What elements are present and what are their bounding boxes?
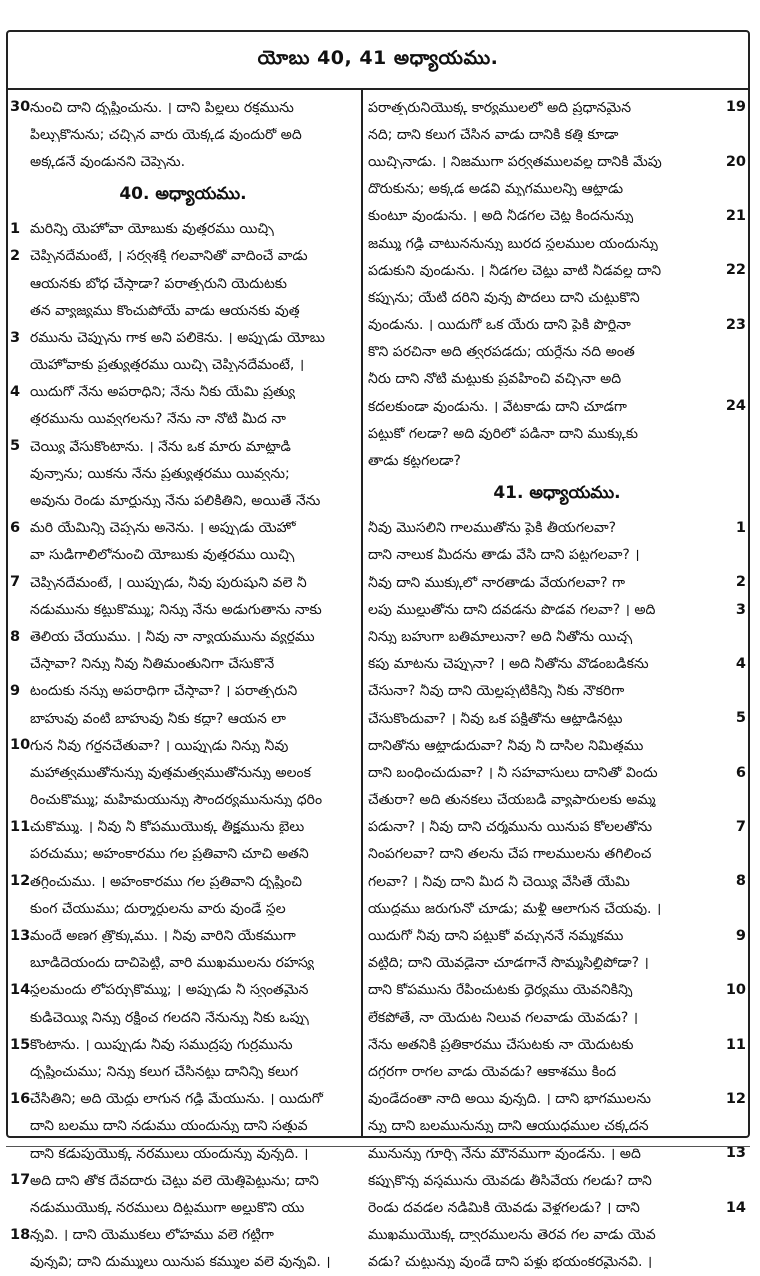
verse-text: కప్పును; యేటి దరిని వున్న పొదలు దాని చుట్టుకొని [368,290,640,305]
verse-text: చేతురా? అది తునకలు చేయబడి వ్యాపారులకు అమ్మ [368,793,656,808]
verse-line [10,732,356,759]
verse-text: నడుమును కట్టుకొమ్ము; నిన్ను నేను అడుగుతాను నాకు [30,602,322,617]
verse-text: యిదుగో నేను అపరాధిని; నేను నీకు యేమి ప్రత్యు [30,385,296,400]
verse-line [10,759,356,786]
verse-text: వున్నవి; దాని దుమ్ములు యినుప కమ్ముల వలె వున్నవి. । [30,1255,331,1270]
verse-line [10,487,356,514]
verse-text: పీల్చుకొనును; చచ్చిన వారు యెక్కడ వుందురో అది [30,127,302,142]
verse-line [368,678,746,705]
verse-line [368,841,746,868]
verse-text: చెయ్యి వేసుకొంటాను. । నేను ఒక మారు మాట్లాడి [30,439,291,454]
verse-line [368,148,746,175]
verse-text: న్నవి. । దాని యెముకలు లోహము వలె గట్టిగా [30,1228,274,1243]
verse-text: మరి యేమిన్ని చెప్పను అనెను. । అప్పుడు యెహో [30,521,296,536]
verse-line [10,868,356,895]
verse-text: నది; దాని కలుగ చేసిన వాడు దానికి కత్తి కూడా [368,127,619,142]
verse-number: 6 [735,764,746,781]
verse-text: దాని నాలుక మీదను తాడు వేసి దాని పట్టగలవా? । [368,548,640,563]
chapter-40-verses [10,216,356,1276]
verse-text: అవును రెండు మార్లున్ను నేను పలికితిని, అయితే నేను [30,494,321,509]
verse-text: దాని కడుపుయొక్క నరములు యందున్ను వున్నది. । [30,1146,309,1161]
verse-text: చుకొమ్ము. । నీవు నీ కోపముయొక్క తీక్ష్ణమును బైలు [30,820,305,835]
verse-line [368,1167,746,1194]
verse-number: 8 [10,628,21,645]
verse-text: దాని కోపమును రేపించుటకు ధైర్యము యెవనికిన్ని [368,983,633,998]
verse-number: 5 [10,438,21,455]
verse-text: యిదుగో నీవు దాని పట్టుకో వచ్చుననే నమ్మకము [368,929,624,944]
verse-number: 11 [725,1036,746,1053]
verse-line [368,787,746,814]
verse-text: మందే అణగ త్రొక్కుము. । నీవు వారిని యేకముగా [30,929,296,944]
verse-line [10,1194,356,1221]
verse-line [368,420,746,447]
verse-number: 4 [735,655,746,672]
verse-line [368,203,746,230]
verse-line [368,447,746,474]
verse-line [368,393,746,420]
verse-number: 2 [10,248,21,265]
verse-text: నీరు దాని నోటి మట్టుకు ప్రవహించి వచ్చినా అది [368,372,622,387]
verse-line [368,176,746,203]
verse-line [10,895,356,922]
verse-line [368,1194,746,1221]
verse-line [10,1086,356,1113]
verse-line [10,678,356,705]
verse-line [368,542,746,569]
verse-number: 11 [10,819,31,836]
verse-line [368,312,746,339]
chapter-41-verses [368,515,746,1276]
verse-text: అది దాని తోక దేవదారు చెట్టు వలె యెత్తిపెట్టును; దాని [30,1173,319,1188]
verse-number: 22 [725,262,746,279]
verse-number: 10 [10,737,31,754]
verse-text: ఆయనకు బోధ చేస్తాడా? పరాత్పరుని యెదుటకు [30,276,287,291]
verse-text: తన వ్యాజ్యము కొంచుపోయే వాడు ఆయనకు వుత్త [30,303,300,318]
verse-text: పట్టుకో గలడా? అది వురిలో పడినా దాని ముక్కుకు [368,426,639,441]
verse-number: 1 [735,519,746,536]
verse-number: 12 [10,873,31,890]
left-column [10,94,356,1276]
verse-text: తాడు కట్టగలడా? [368,454,461,469]
verse-text: తెలియ చేయుము. । నీవు నా న్యాయమును వ్యర్థము [30,629,315,644]
page-header [8,32,748,90]
verse-text: దాని బలము దాని నడుము యందున్ను దాని సత్తువ [30,1119,308,1134]
verse-number: 2 [735,574,746,591]
verse-line [10,1249,356,1276]
verse-text: నిన్ను బహుగా బతిమాలునా? అది నీతోను యిచ్చ [368,629,633,644]
verse-line [368,868,746,895]
verse-text: నడుముయొక్క నరములు దిట్టముగా అల్లుకొని యు [30,1200,305,1215]
verse-text: నీవు దాని ముక్కులో నారతాడు వేయగలవా? గా [368,575,625,590]
verse-line [368,121,746,148]
verse-line [10,148,356,175]
verse-line [10,379,356,406]
verse-text: దొరుకును; అక్కడ అడవి మృగములన్ని ఆట్లాడు [368,182,624,197]
verse-number: 6 [10,519,21,536]
verse-text: చేసితిని; అది యెద్దు లాగున గడ్డి మేయును. । యిదుగో [30,1092,323,1107]
verse-text: కదలకుండా వుండును. । వేటకాడు దాని చూడగా [368,399,627,414]
verse-number: 9 [735,927,746,944]
verse-text: రించుకొమ్ము; మహిమయున్ను సౌందర్యమునున్ను ధరిం [30,793,323,808]
verse-line [368,284,746,311]
verse-line [368,759,746,786]
verse-text: బూడిదెయందు దాచిపెట్టి, వారి ముఖములను రహస్య [30,956,315,971]
verse-number: 5 [735,710,746,727]
verse-number: 10 [725,982,746,999]
verse-text: కప్పుకొన్న వస్త్రమును యెవడు తీసివేయ గలడు? దాని [368,1173,652,1188]
verse-number: 23 [725,316,746,333]
verse-text: నింపగలవా? దాని తలను చేప గాలములను తగిలించ [368,847,652,862]
verse-number: 4 [10,384,21,401]
verse-line [10,460,356,487]
verse-line [10,651,356,678]
left-top-verses [10,94,356,176]
verse-number: 1 [10,220,21,237]
verse-line [368,705,746,732]
verse-text: రమును చెప్పును గాక అని పలికెను. । అప్పుడు యోబు [30,330,325,345]
verse-text: నుంచి దాని దృష్టించును. । దాని పిల్లలు రక్తమును [30,100,294,115]
verse-number: 13 [725,1145,746,1162]
verse-text: తగ్గించుము. । అహంకారము గల ప్రతివాని దృష్టించి [30,874,302,889]
verse-text: చేస్తావా? నిన్ను నీవు నీతిమంతునిగా చేసుకొనే [30,657,275,672]
right-top-verses [368,94,746,475]
verse-line [10,121,356,148]
verse-line [10,950,356,977]
verse-line [368,515,746,542]
verse-text: లేకపోతే, నా యెదుట నిలువ గలవాడు యెవడు? । [368,1010,639,1025]
verse-number: 7 [10,574,21,591]
verse-number: 12 [725,1090,746,1107]
verse-text: వట్టిది; దాని యెవడైనా చూడగానే సొమ్మసిల్లిపోడా? । [368,956,649,971]
verse-line [368,1004,746,1031]
verse-text: దృష్టించుము; నిన్ను కలుగ చేసినట్టు దానిన్ని కలుగ [30,1064,299,1079]
verse-number: 3 [735,601,746,618]
verse-text: యెహోవాకు ప్రత్యుత్తరము యిచ్చి చెప్పినదేమంటే, । [30,358,305,373]
verse-line [10,270,356,297]
verse-line [368,94,746,121]
verse-text: కుంగ చేయుము; దుర్మార్గులను వారు వుండే స్థల [30,901,286,916]
verse-text: వడు? చుట్టున్ను వుండే దాని పళ్లు భయంకరమైనవి. । [368,1255,653,1270]
verse-number: 18 [10,1226,31,1243]
verse-text: వా సుడిగాలిలోనుంచి యోబుకు వుత్తరము యిచ్చి [30,548,295,563]
verse-text: గలవా? । నీవు దాని మీద నీ చెయ్యి వేసితే యేమి [368,874,630,889]
verse-line [10,1113,356,1140]
verse-line [10,406,356,433]
verse-line [10,814,356,841]
verse-text: చెప్పినదేమంటే, । యిప్పుడు, నీవు పురుషుని వలె నీ [30,575,307,590]
verse-text: వుండేదంతా నాది అయి వున్నది. । దాని భాగములను [368,1092,652,1107]
verse-line [368,230,746,257]
verse-text: నేను అతనికి ప్రతికారము చేసుటకు నా యెదుటకు [368,1037,634,1052]
verse-line [368,1113,746,1140]
verse-line [10,352,356,379]
verse-number: 9 [10,683,21,700]
verse-line [10,1222,356,1249]
verse-line [10,1167,356,1194]
verse-text: బాహువు వంటి బాహువు నీకు కద్దా? ఆయన లా [30,711,286,726]
verse-text: స్థలమందు లోపర్చుకొమ్ము; । అప్పుడు నీ స్వంతమైన [30,983,309,998]
verse-number: 14 [10,982,31,999]
verse-text: రెండు దవడల నడిమికి యెవడు వెళ్లగలడు? । దాని [368,1200,640,1215]
verse-number: 20 [725,153,746,170]
verse-line [10,515,356,542]
verse-line [10,433,356,460]
verse-line [368,1058,746,1085]
verse-text: వుండును. । యిదుగో ఒక యేరు దాని పైకి పొర్లినా [368,318,631,333]
verse-line [368,257,746,284]
verse-line [10,705,356,732]
verse-number: 14 [725,1199,746,1216]
verse-text: దగ్గరగా రాగల వాడు యెవడు? ఆకాశము కింద [368,1064,616,1079]
verse-text: గున నీవు గర్జనచేతువా? । యిప్పుడు నిన్ను నీవు [30,738,289,753]
chapter-40-heading: 40. అధ్యాయము. [119,183,247,204]
verse-text: కుడిచెయ్యి నిన్ను రక్షించ గలదని నేనున్ను నీకు ఒప్పు [30,1010,309,1025]
verse-line [10,1058,356,1085]
verse-line [10,977,356,1004]
verse-text: చెప్పినదేమంటే, । సర్వశక్తి గలవానితో వాదించే వాడు [30,249,308,264]
verse-line [368,950,746,977]
verse-line [368,623,746,650]
verse-line [10,841,356,868]
verse-line [368,339,746,366]
verse-text: ముఖముయొక్క ద్వారములను తెరవ గల వాడు యెవ [368,1228,656,1243]
verse-line [10,787,356,814]
verse-number: 3 [10,329,21,346]
verse-line [10,243,356,270]
right-column [368,94,746,1276]
verse-line [368,596,746,623]
verse-number: 17 [10,1172,31,1189]
page-frame [6,30,750,1270]
verse-text: త్తరమును యివ్వగలను? నేను నా నోటి మీద నా [30,412,286,427]
verse-line [10,297,356,324]
verse-text: దానితోను ఆట్లాడుదువా? నీవు నీ దాసీల నిమిత్తము [368,738,644,753]
verse-number: 8 [735,873,746,890]
verse-line [368,732,746,759]
verse-text: టందుకు నన్ను అపరాధిగా చేస్తావా? । పరాత్పరుని [30,684,298,699]
verse-line [368,1222,746,1249]
column-divider [361,90,363,1136]
verse-text: యుద్ధము జరుగునో చూడు; మళ్లీ ఆలాగున చేయవు. । [368,901,662,916]
verse-line [368,569,746,596]
verse-line [368,922,746,949]
verse-number: 19 [725,99,746,116]
verse-line [10,922,356,949]
verse-text: పరచుము; అహంకారము గల ప్రతివాని చూచి అతని [30,847,309,862]
verse-text: కపు మాటను చెప్పునా? । అది నీతోను వొడంబడికను [368,657,649,672]
page-bottom-edge [6,1146,750,1156]
verse-line [368,814,746,841]
page-title: యోబు 40, 41 అధ్యాయము. [257,46,499,69]
verse-text: లపు ముల్లుతోను దాని దవడను పొడవ గలవా? । అది [368,602,656,617]
verse-text: పడుకుని వుండును. । నీడగల చెట్లు వాటి నీడవల్ల దాని [368,263,662,278]
verse-line [10,1031,356,1058]
verse-line [368,651,746,678]
verse-text: కుంటూ వుండును. । అది నీడగల చెట్ల కిందనున్ను [368,209,634,224]
verse-line [368,1249,746,1276]
verse-line [10,216,356,243]
verse-line [10,94,356,121]
verse-number: 15 [10,1036,31,1053]
verse-text: నీవు మొసలిని గాలముతోను పైకి తీయగలవా? [368,521,617,536]
verse-text: దాని బంధించుదువా? । నీ సహవాసులు దానితో విందు [368,765,658,780]
verse-line [10,1004,356,1031]
verse-text: న్ను దాని బలమునున్ను దాని ఆయుధముల చక్కదన [368,1119,649,1134]
verse-text: అక్కడనే వుండునని చెప్పెను. [30,154,186,169]
verse-text: కొని పరచినా అది త్వరపడదు; యర్దేను నది అంత [368,345,635,360]
verse-text: జమ్ము గడ్డి చాటుననున్ను బురద స్థలముల యందున్ను [368,236,659,251]
verse-text: మహాత్వముతోనున్ను వుత్తమత్వముతోనున్ను అలంక [30,765,311,780]
verse-line [368,895,746,922]
verse-number: 16 [10,1090,31,1107]
verse-number: 13 [10,927,31,944]
verse-text: వున్నాను; యికను నేను ప్రత్యుత్తరము యివ్వను; [30,466,290,481]
verse-line [368,977,746,1004]
verse-number: 7 [735,819,746,836]
verse-text: పడునా? । నీవు దాని చర్మమును యినుప కోలలతోను [368,820,653,835]
verse-number: 24 [725,398,746,415]
verse-text: చేసునా? నీవు దాని యెల్లప్పటికిన్ని నీకు నౌకరిగా [368,684,625,699]
verse-text: మునున్ను గూర్చి నేను మౌనముగా వుండను. । అది [368,1146,641,1161]
verse-line [10,542,356,569]
verse-number: 30 [10,99,31,116]
verse-number: 21 [725,208,746,225]
verse-line [10,569,356,596]
chapter-41-heading: 41. అధ్యాయము. [493,482,621,503]
verse-text: యిచ్చినాడు. । నిజముగా పర్వతములవల్ల దానికి మేపు [368,154,662,169]
verse-line [368,1086,746,1113]
verse-text: కొంటాను. । యిప్పుడు నీవు సముద్రపు గుర్రమును [30,1037,293,1052]
verse-line [368,1031,746,1058]
verse-line [10,623,356,650]
verse-text: పరాత్పరునియొక్క కార్యములలో అది ప్రధానమైన [368,100,632,115]
verse-text: చేసుకొందువా? । నీవు ఒక పక్షితోను ఆట్లాడినట్టు [368,711,623,726]
verse-line [368,366,746,393]
verse-line [10,596,356,623]
verse-text: మరిన్ని యెహోవా యోబుకు వుత్తరము యిచ్చి [30,222,274,237]
verse-line [10,324,356,351]
